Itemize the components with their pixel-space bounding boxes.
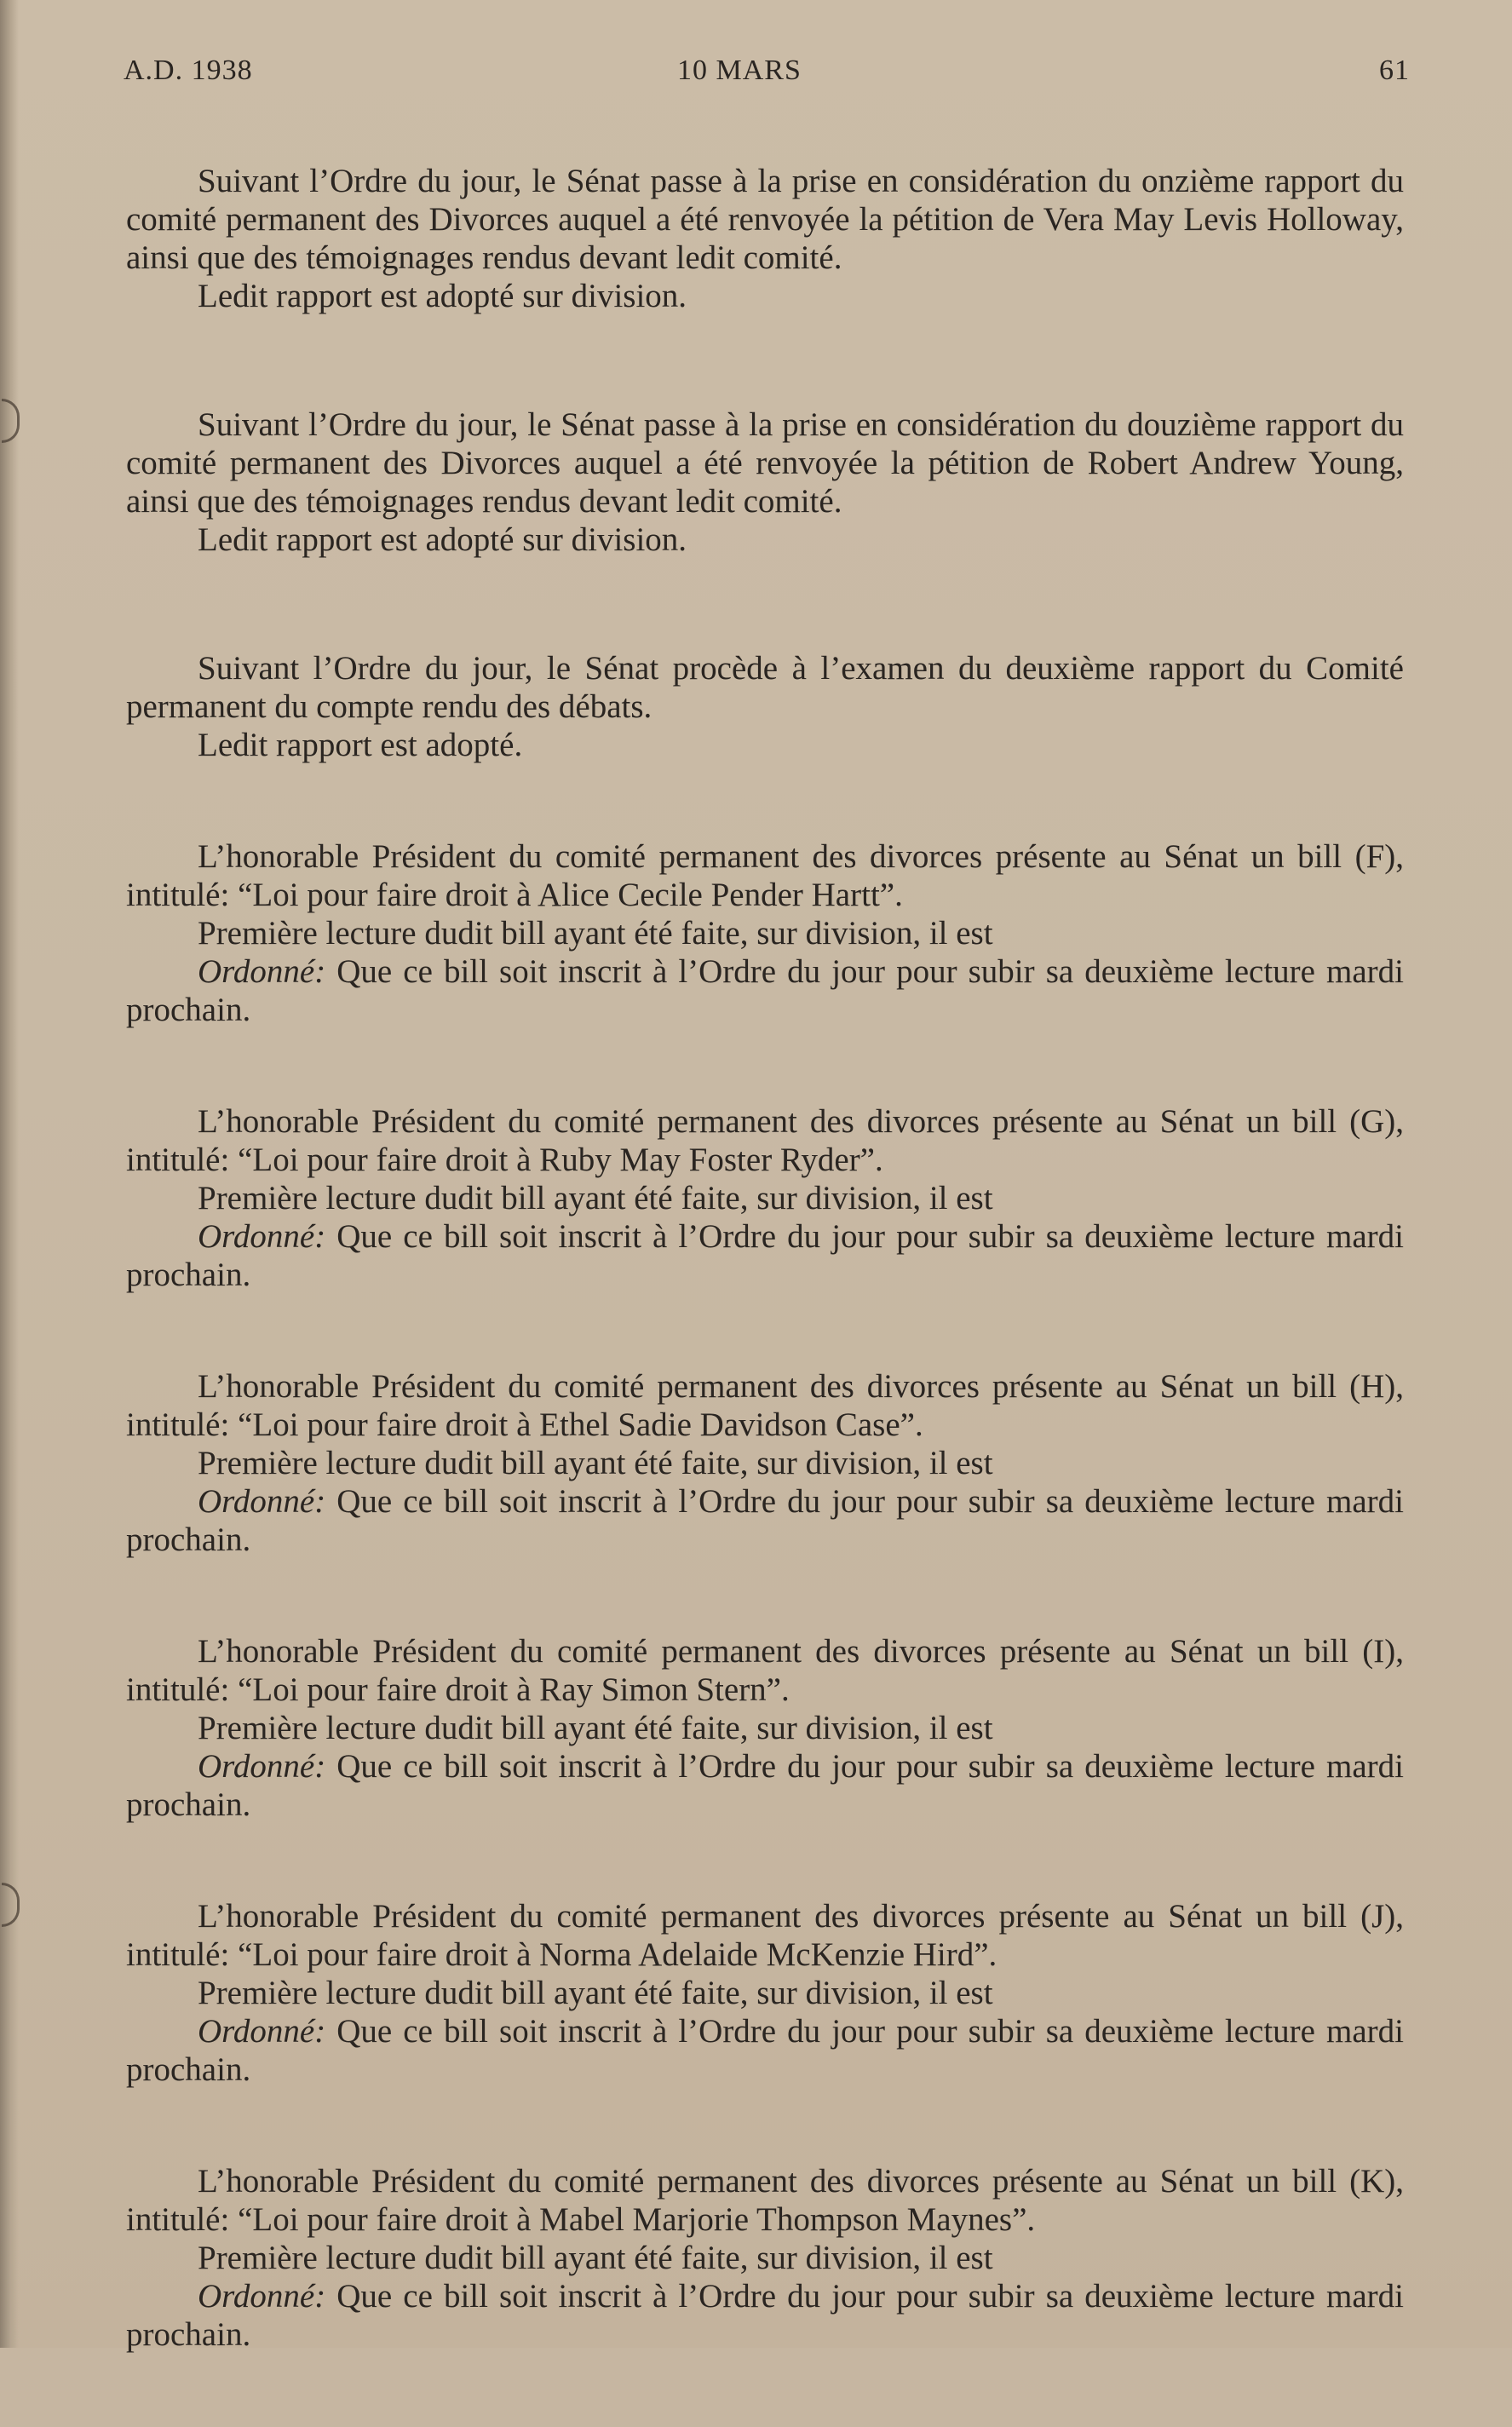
binding-thread-mark [2,399,20,443]
bill-order [126,952,1404,1029]
ordered-label: Ordonné: [198,953,326,990]
header-date: 10 MARS [677,55,802,86]
bill-order [126,1217,1404,1294]
bill-entry [126,1897,1404,2089]
bill-first-reading: Première lecture dudit bill ayant été faite, sur division, il est [198,1710,993,1746]
bill-entry [126,1632,1404,1824]
bill-entry [126,1367,1404,1559]
report-paragraph: Suivant l’Ordre du jour, le Sénat passe à la prise en considération du onzième rapport du comité permanent des Divorces auquel a été renvoyée la pétition de Vera May Levis Holloway, ainsi que des témoignages rendus devant ledit comité. [126,163,1404,276]
report-entry [126,649,1404,764]
report-paragraph: Suivant l’Ordre du jour, le Sénat procède à l’examen du deuxième rapport du Comité permanent du compte rendu des débats. [126,650,1404,725]
report-result: Ledit rapport est adopté sur division. [198,278,687,314]
page-binding-edge [0,0,19,2348]
bill-order [126,1747,1404,1824]
bill-intro: L’honorable Président du comité permanent des divorces présente au Sénat un bill (I), intitulé: “Loi pour faire droit à Ray Simon Stern”. [126,1633,1404,1708]
bill-first-reading: Première lecture dudit bill ayant été faite, sur division, il est [198,2240,993,2276]
bill-first-reading: Première lecture dudit bill ayant été faite, sur division, il est [198,1975,993,2011]
bill-entry [126,2162,1404,2354]
page-body [126,162,1404,2427]
bill-order [126,2012,1404,2089]
bill-entry [126,837,1404,1029]
ordered-label: Ordonné: [198,1483,326,1520]
report-paragraph: Suivant l’Ordre du jour, le Sénat passe à la prise en considération du douzième rapport du comité permanent des Divorces auquel a été renvoyée la pétition de Robert Andrew Young, ainsi que des témoignages rendus devant ledit comité. [126,406,1404,520]
report-entry [126,405,1404,559]
bill-intro: L’honorable Président du comité permanent des divorces présente au Sénat un bill (J), intitulé: “Loi pour faire droit à Norma Adelaide McKenzie Hird”. [126,1898,1404,1973]
ordered-text: Que ce bill soit inscrit à l’Ordre du jour pour subir sa deuxième lecture mardi prochain. [126,1748,1404,1823]
page-header [124,55,1410,97]
ordered-label: Ordonné: [198,2278,326,2315]
bill-intro: L’honorable Président du comité permanent des divorces présente au Sénat un bill (G), intitulé: “Loi pour faire droit à Ruby May Foster Ryder”. [126,1103,1404,1178]
header-year: A.D. 1938 [124,55,253,86]
ordered-text: Que ce bill soit inscrit à l’Ordre du jour pour subir sa deuxième lecture mardi prochain. [126,2278,1404,2353]
bill-intro: L’honorable Président du comité permanent des divorces présente au Sénat un bill (H), intitulé: “Loi pour faire droit à Ethel Sadie Davidson Case”. [126,1368,1404,1443]
bill-intro: L’honorable Président du comité permanent des divorces présente au Sénat un bill (K), intitulé: “Loi pour faire droit à Mabel Marjorie Thompson Maynes”. [126,2163,1404,2238]
bill-entry [126,1102,1404,1294]
ordered-text: Que ce bill soit inscrit à l’Ordre du jour pour subir sa deuxième lecture mardi prochain. [126,1218,1404,1293]
report-result: Ledit rapport est adopté sur division. [198,521,687,558]
page-number: 61 [1379,55,1410,86]
bill-first-reading: Première lecture dudit bill ayant été faite, sur division, il est [198,1445,993,1481]
bill-first-reading: Première lecture dudit bill ayant été faite, sur division, il est [198,915,993,952]
ordered-text: Que ce bill soit inscrit à l’Ordre du jour pour subir sa deuxième lecture mardi prochain. [126,953,1404,1028]
binding-thread-mark [2,1883,20,1927]
bill-first-reading: Première lecture dudit bill ayant été faite, sur division, il est [198,1180,993,1216]
ordered-label: Ordonné: [198,1218,326,1255]
ordered-label: Ordonné: [198,2013,326,2050]
report-result: Ledit rapport est adopté. [198,727,523,763]
report-entry [126,162,1404,315]
bill-intro: L’honorable Président du comité permanent des divorces présente au Sénat un bill (F), intitulé: “Loi pour faire droit à Alice Cecile Pender Hartt”. [126,838,1404,913]
ordered-text: Que ce bill soit inscrit à l’Ordre du jour pour subir sa deuxième lecture mardi prochain. [126,1483,1404,1558]
ordered-text: Que ce bill soit inscrit à l’Ordre du jour pour subir sa deuxième lecture mardi prochain. [126,2013,1404,2088]
bill-order [126,2277,1404,2354]
bill-order [126,1482,1404,1559]
ordered-label: Ordonné: [198,1748,326,1785]
